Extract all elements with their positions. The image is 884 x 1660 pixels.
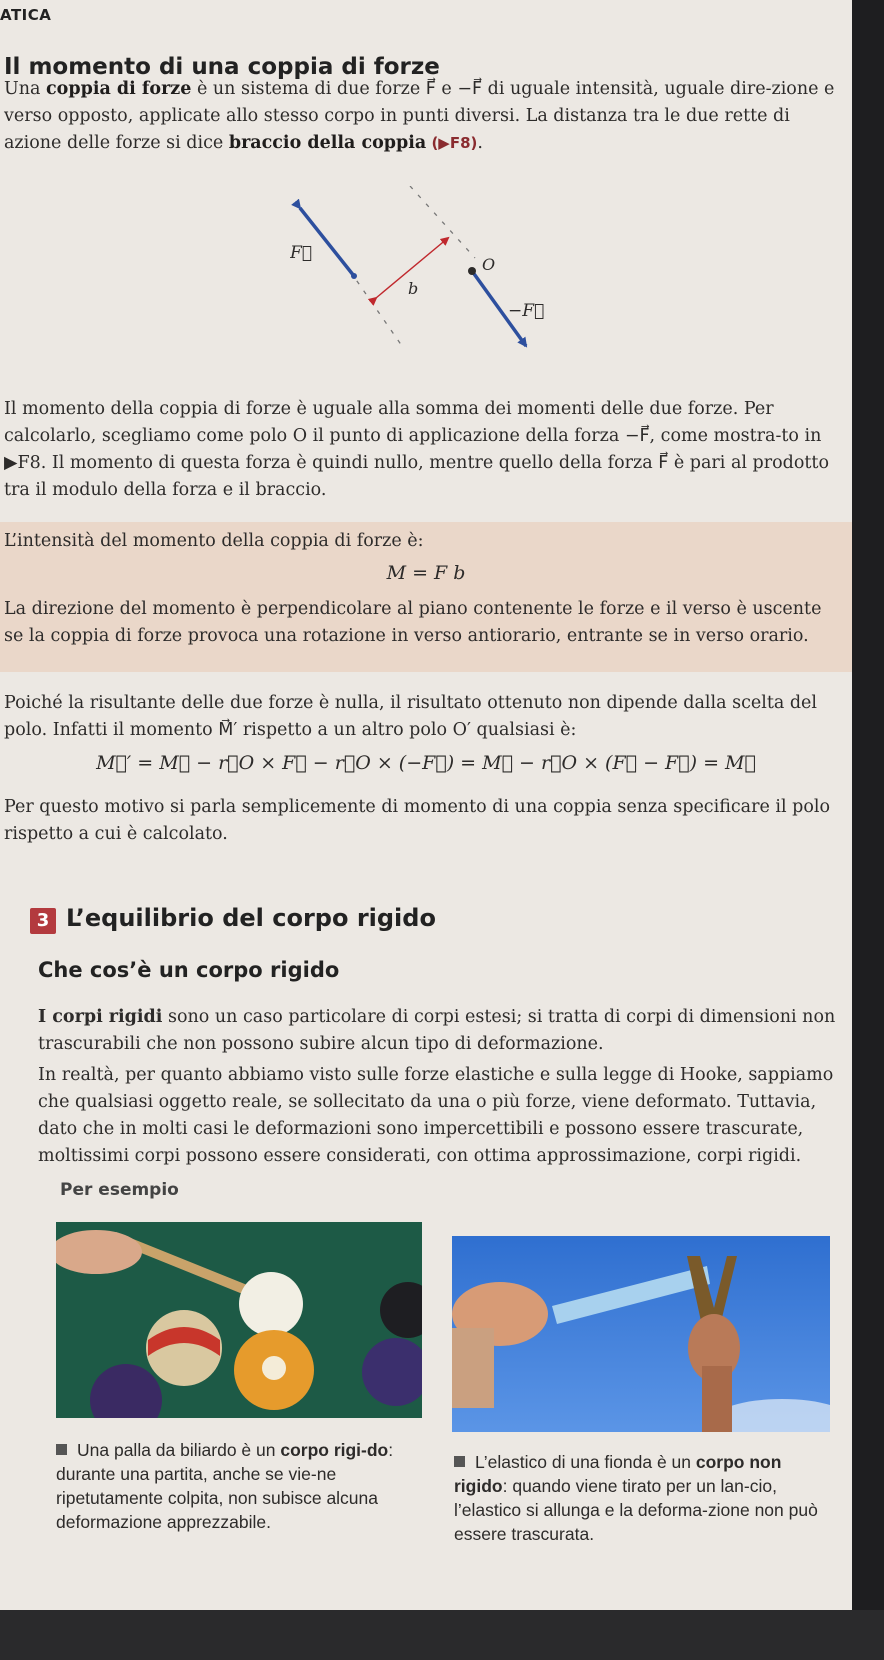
label-f: F⃗ [290,243,312,263]
table-surface [0,1610,884,1660]
billiard-illustration [56,1222,422,1418]
chapter-heading [30,904,436,934]
body-paragraph-3: Per questo motivo si parla semplicemente di momento di una coppia senza specificare il polo rispetto a cui è calcolato. [4,797,831,844]
box-text-2: La direzione del momento è perpendicolare al piano contenente le forze e il verso è uscente se la coppia di forze provoca una rotazione in verso antiorario, entrante se in verso orario. [4,599,822,646]
figure-ref-f8[interactable]: (▶F8) [426,134,478,152]
billiard-photo [56,1222,422,1418]
force-vector-f [300,208,354,276]
rigid-body-definition [38,1004,844,1058]
chapter-title: L’equilibrio del corpo rigido [66,904,436,932]
caption-billiard [56,1438,426,1534]
definition-text: sono un caso particolare di corpi estesi; si tratta di corpi di dimensioni non trascurabili che non possono subire alcun tipo di deformazione. [38,1007,836,1054]
label-o: O [482,255,496,274]
caption-left-text-2: : durante una partita, anche se vie-ne ripetutamente colpita, non subisce alcuna deformazione apprezzabile. [56,1440,394,1532]
caption-left-bold: corpo rigi-do [280,1440,389,1460]
box-text: L’intensità del momento della coppia di forze è: [4,531,424,551]
formula-m-fb: M = F b [386,562,466,584]
slingshot-photo [452,1236,830,1432]
caption-bullet-icon [454,1456,465,1467]
intro-bold-1: coppia di forze [46,79,192,99]
label-b: b [408,279,419,298]
page-edge-shadow [852,0,884,1660]
example-label: Per esempio [60,1180,179,1200]
holding-arm [702,1366,732,1432]
caption-bullet-icon [56,1444,67,1455]
chapter-number-badge: 3 [30,908,56,934]
formula-pole-independence: M⃗′ = M⃗ − r⃗O × F⃗ − r⃗O × (−F⃗) = M⃗ − r⃗O × (F⃗ − F⃗) = M⃗ [96,752,756,774]
couple-diagram [290,186,580,376]
body-paragraph-2: Poiché la risultante delle due forze è nulla, il risultato ottenuto non dipende dalla scelta del polo. Infatti il momento M⃗′ rispetto a un altro polo O′ qualsiasi è: [4,693,818,740]
body-paragraph-1: Il momento della coppia di forze è uguale alla somma dei momenti delle due forze. Per calcolarlo, scegliamo come polo O il punto di applicazione della forza −F⃗, come mostra-to in ▶F8. Il momento di questa forza è quindi nullo, mentre quello della forza F⃗ è pari al prodotto tra il modulo della forza e il braccio. [4,399,829,500]
caption-right-text-1: L’elastico di una fionda è un [475,1452,696,1472]
slingshot-illustration [452,1236,830,1432]
action-line-upper [410,186,475,258]
ball-orange-spot [262,1356,286,1380]
definition-bold: I corpi rigidi [38,1007,163,1027]
intro-end: . [477,133,483,153]
caption-right-text-2: : quando viene tirato per un lan-cio, l’elastico si allunga e la deforma-zione non può essere trascurata. [454,1476,818,1544]
pole-o-point [468,267,476,275]
rigid-body-paragraph: In realtà, per quanto abbiamo visto sulle forze elastiche e sulla legge di Hooke, sappiamo che qualsiasi oggetto reale, se sollecitato da una o più forze, viene deformato. Tuttavia, dato che in molti casi le deformazioni sono impercettibili e possono essere trascurate, moltissimi corpi possono essere considerati, con ottima approssimazione, corpi rigidi. [38,1065,834,1166]
intro-text-1: Una [4,79,47,99]
caption-right-bold: corpo non rigido [454,1452,782,1496]
cue-ball [239,1272,303,1336]
label-neg-f: −F⃗ [508,301,545,321]
running-header: ATICA [0,6,52,24]
intro-paragraph [4,76,840,157]
caption-slingshot [454,1450,834,1546]
section-title: Il momento di una coppia di forze [4,54,440,80]
subsection-title: Che cos’è un corpo rigido [38,958,340,982]
intro-bold-2: braccio della coppia [228,133,427,153]
application-point-f [351,273,357,279]
pulling-arm [452,1328,494,1408]
caption-left-text-1: Una palla da biliardo è un [77,1440,281,1460]
intro-text-2: è un sistema di due forze F⃗ e −F⃗ di uguale intensità, uguale dire-zione e verso opposto, applicate allo stesso corpo in punti diversi. La distanza tra le due rette di azione delle forze si dice [4,79,835,153]
